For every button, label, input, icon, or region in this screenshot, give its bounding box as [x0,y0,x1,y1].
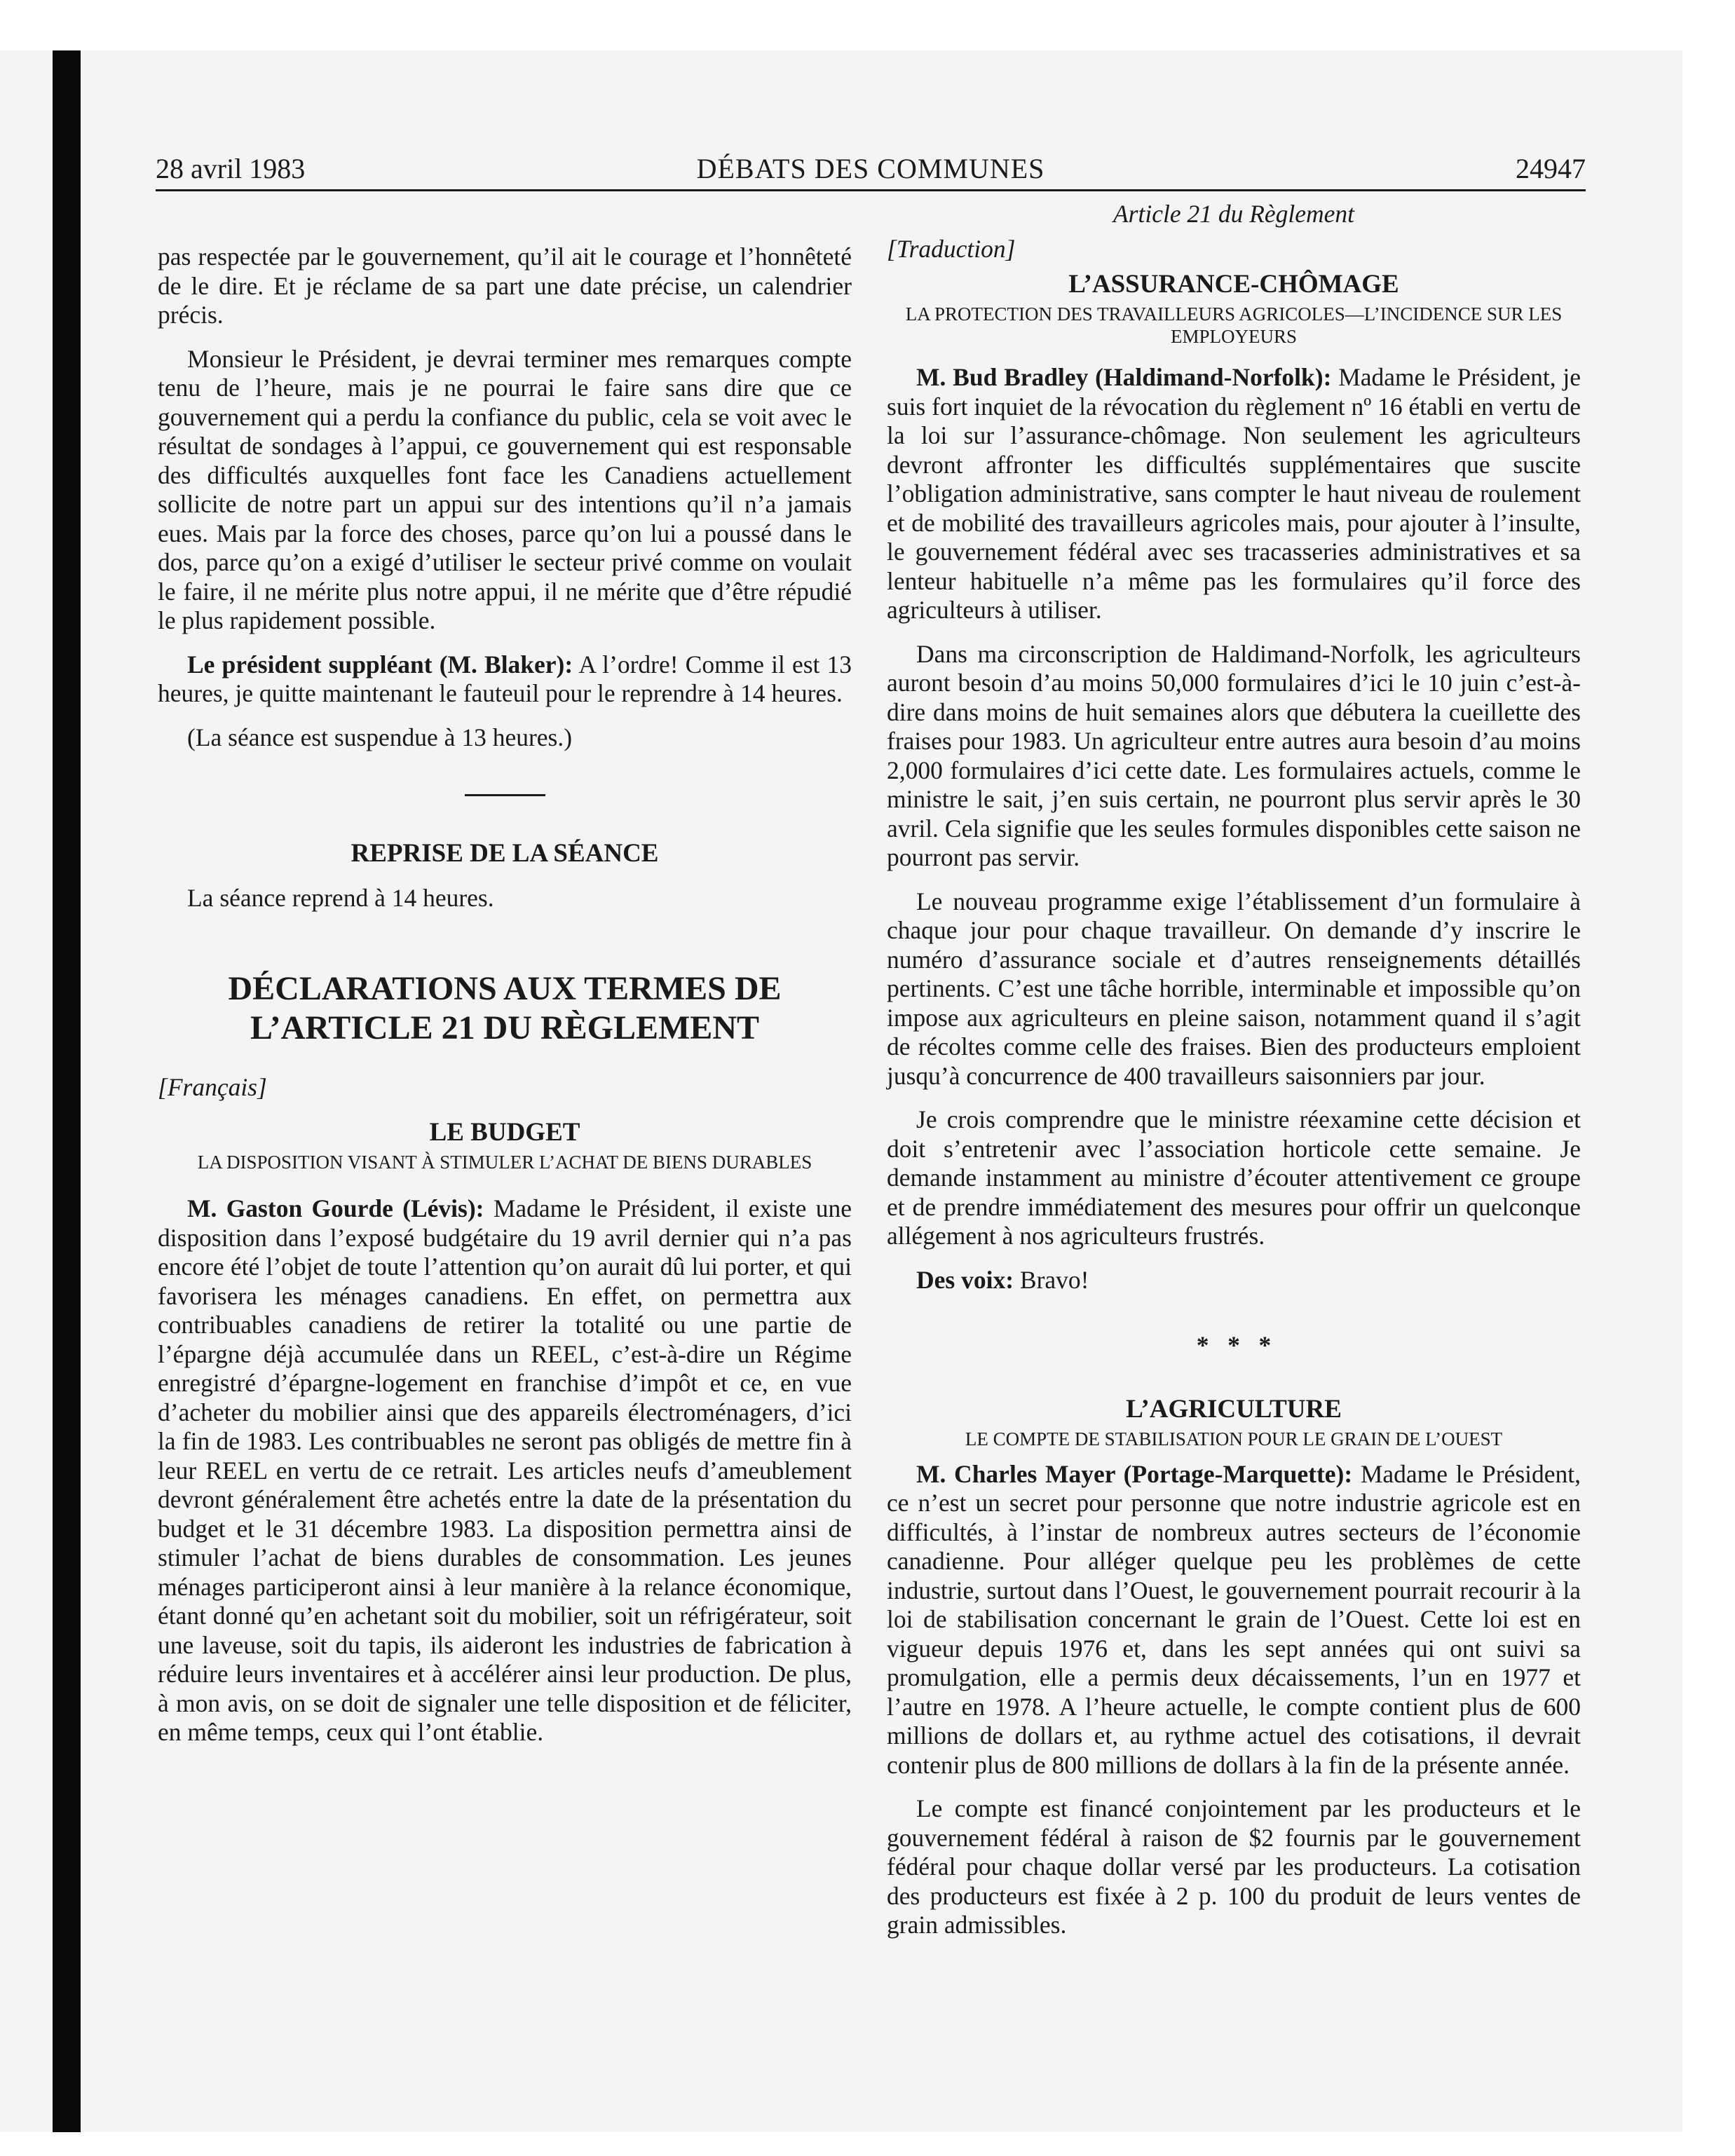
paragraph: Je crois comprendre que le ministre réexamine cette décision et doit s’entretenir avec l’association horticole cette semaine. Je demande instamment au ministre d’écouter attentivement ce groupe et de prendre immédiatement des mesures pour offrir un quelconque allégement à nos agriculteurs frustrés. [887,1105,1581,1250]
paragraph [887,363,1581,625]
section-divider [465,794,545,796]
header-page-number: 24947 [1516,153,1586,184]
speech-text: Madame le Président, il existe une disposition dans l’exposé budgétaire du 19 avril dernier qui n’a pas encore été l’objet de toute l’attention qu’on aurait dû lui porter, et qui favorisera les ménages canadiens. En effet, on permettra aux contribuables canadiens de retirer la totalité ou une partie de l’épargne déjà accumulée dans un REEL, c’est-à-dire un Régime enregistré d’épargne-logement en franchise d’impôt et ce, en vue d’acheter du mobilier ainsi que des appareils électroménagers, d’ici la fin de 1983. Les contribuables ne seront pas obligés de mettre fin à leur REEL en vertu de ce retrait. Les articles neufs d’ameublement devront généralement être achetés entre la date de la présentation du budget et le 31 décembre 1983. La disposition permettra ainsi de stimuler l’achat de biens durables de consommation. Les jeunes ménages participeront ainsi à leur manière à la relance économique, étant donné qu’en achetant soit du mobilier, soit un réfrigérateur, soit une laveuse, soit du tapis, ils aideront les industries de fabrication à réduire leurs inventaires et à accélérer ainsi leur production. De plus, à mon avis, on se doit de signaler une telle disposition et de féliciter, en même temps, ceux qui l’ont établie. [158,1194,852,1746]
language-tag: [Français] [158,1072,267,1101]
left-column [158,243,852,1747]
speech-text: Madame le Président, ce n’est un secret pour personne que notre industrie agricole est en difficultés, à l’instar de nombreux autres secteurs de l’économie canadienne. Pour alléger quelque peu les problèmes de cette industrie, surtout dans l’Ouest, le gouvernement pourrait recourir à la loi de stabilisation concernant le grain de l’Ouest. Cette loi est en vigueur depuis 1976 et, dans les sept années qui ont suivi sa promulgation, elle a permis deux décaissements, l’un en 1977 et l’autre en 1978. A l’heure actuelle, le compte contient plus de 600 millions de dollars et, au rythme actuel des cotisations, il devrait contenir plus de 800 millions de dollars à la fin de la présente année. [887,1459,1581,1779]
main-heading-line-2: L’ARTICLE 21 DU RÈGLEMENT [250,1009,759,1046]
page-header [156,153,1586,191]
paragraph: Dans ma circonscription de Haldimand-Norfolk, les agriculteurs auront besoin d’au moins 50,000 formulaires d’ici le 10 juin c’est-à-dire dans moins de huit semaines alors que débutera la cueillette des fraises pour 1983. Un agriculteur entre autres aura besoin d’au moins 2,000 formulaires d’ici cette date. Les formulaires actuels, comme le ministre le sait, j’en suis certain, ne pourront plus servir après le 30 avril. Cela signifie que les seules formules disponibles cette saison ne pourront pas servir. [887,639,1581,871]
section-heading: LE BUDGET [429,1118,580,1147]
paragraph: Le compte est financé conjointement par les producteurs et le gouvernement fédéral à raison de $2 fournis par le gouvernement fédéral pour chaque dollar versé par les producteurs. La cotisation des producteurs est fixée à 2 p. 100 du produit de leurs ventes de grain admissibles. [887,1794,1581,1939]
main-heading-line-1: DÉCLARATIONS AUX TERMES DE [228,969,782,1007]
header-date: 28 avril 1983 [156,153,306,184]
paragraph: (La séance est suspendue à 13 heures.) [187,723,573,751]
section-subheading: LA PROTECTION DES TRAVAILLEURS AGRICOLES—L’INCIDENCE SUR LES EMPLOYEURS [905,303,1563,347]
section-heading: L’AGRICULTURE [1126,1394,1342,1424]
paragraph: pas respectée par le gouvernement, qu’il ait le courage et l’honnêteté de le dire. Et je réclame de sa part une date précise, un calendrier précis. [158,243,852,329]
section-separator: * * * [1196,1331,1272,1359]
paragraph [158,650,852,709]
section-heading: L’ASSURANCE-CHÔMAGE [1068,270,1399,299]
right-column [887,200,1581,1940]
speaker-name: M. Bud Bradley (Haldimand-Norfolk): [916,363,1332,391]
section-heading: REPRISE DE LA SÉANCE [351,839,659,868]
section-subheading: LE COMPTE DE STABILISATION POUR LE GRAIN DE L’OUEST [965,1428,1503,1449]
speaker-name: M. Gaston Gourde (Lévis): [187,1194,484,1222]
speech-text: Bravo! [1014,1265,1089,1294]
paragraph [887,1460,1581,1780]
article-reference: Article 21 du Règlement [1113,200,1355,228]
paragraph: La séance reprend à 14 heures. [187,884,494,912]
language-tag: [Traduction] [887,234,1016,263]
scan-edge-shadow [53,50,81,2132]
paragraph: Le nouveau programme exige l’établissement d’un formulaire à chaque jour pour chaque travailleur. On demande d’y inscrire le numéro d’assurance sociale et d’autres renseignements détaillés pertinents. C’est une tâche horrible, interminable et impossible qu’on impose aux agriculteurs en pleine saison, notamment quand il s’agit de récoltes comme celle des fraises. Bien des producteurs emploient jusqu’à concurrence de 400 travailleurs saisonniers par jour. [887,887,1581,1090]
speaker-name: Des voix: [916,1265,1014,1294]
speech-text: A l’ordre! Comme il est 13 heures, je quitte maintenant le fauteuil pour le reprendre à 14 heures. [158,650,852,707]
speech-text: Madame le Président, je suis fort inquiet de la révocation du règlement nº 16 établi en vertu de la loi sur l’assurance-chômage. Non seulement les agriculteurs devront affronter les difficultés supplémentaires que suscite l’obligation administrative, sans compter le haut niveau de roulement et de mobilité des travailleurs agricoles mais, pour ajouter à l’insulte, le gouvernement fédéral avec ses tracasseries administratives et sa lenteur habituelle n’a même pas les formulaires qu’il force des agriculteurs à utiliser. [887,363,1581,624]
paragraph [158,1194,852,1747]
header-title: DÉBATS DES COMMUNES [696,153,1045,184]
speaker-name: M. Charles Mayer (Portage-Marquette): [916,1459,1353,1488]
paragraph: Monsieur le Président, je devrai terminer mes remarques compte tenu de l’heure, mais je ne pourrai le faire sans dire que ce gouvernement qui a perdu la confiance du public, cela se voit avec le résultat de sondages à l’appui, ce gouvernement qui est responsable des difficultés auxquelles font face les Canadiens actuellement sollicite de notre part un appui sur des intentions qu’il n’a jamais eues. Mais par la force des choses, parce qu’on lui a poussé dans le dos, parce qu’on a exigé d’utiliser le secteur privé comme on voulait le faire, il ne mérite plus notre appui, il ne mérite que d’être répudié le plus rapidement possible. [158,344,852,634]
speaker-name: Le président suppléant (M. Blaker): [187,650,573,678]
paragraph [887,1266,1581,1295]
section-subheading: LA DISPOSITION VISANT À STIMULER L’ACHAT DE BIENS DURABLES [197,1152,812,1173]
